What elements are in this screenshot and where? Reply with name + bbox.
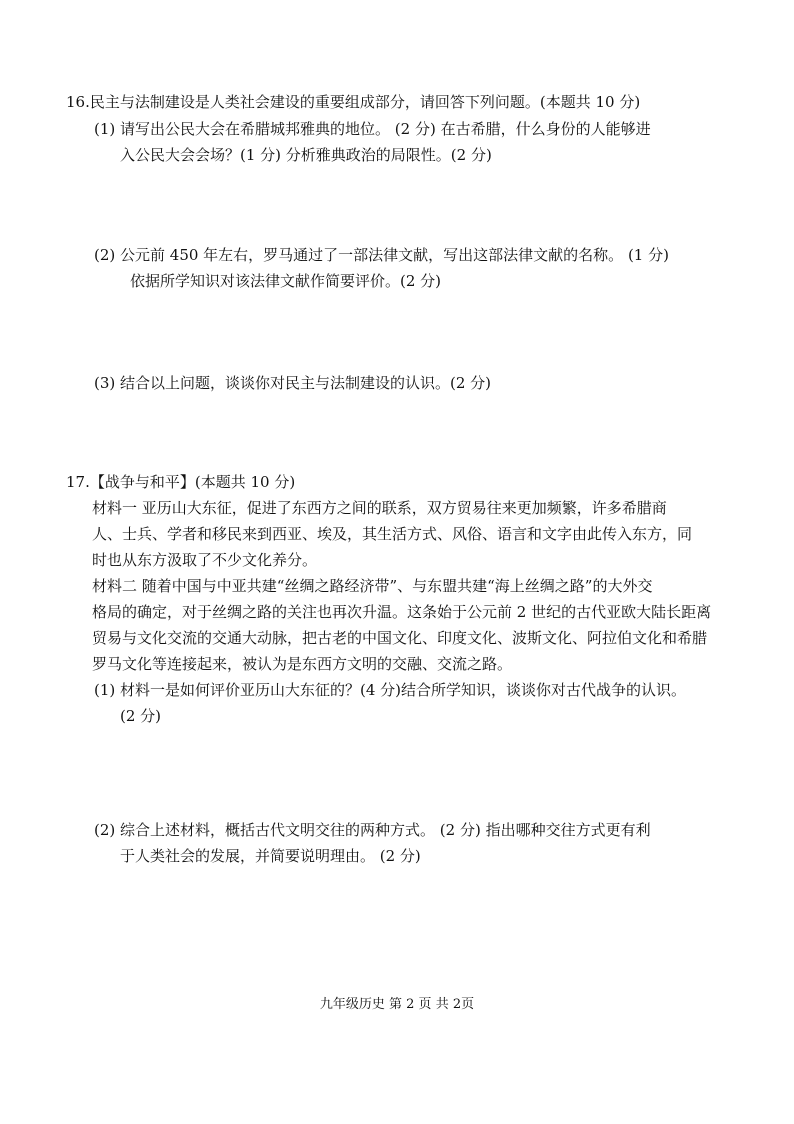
question-16-stem: 16.民主与法制建设是人类社会建设的重要组成部分，请回答下列问题。(本题共 10 分) [66,93,641,111]
question-16-part-2-line-2: 依据所学知识对该法律文献作简要评价。(2 分) [130,272,442,290]
question-16-part-1-line-1: (1) 请写出公民大会在希腊城邦雅典的地位。 (2 分) 在古希腊，什么身份的人能够进 [94,120,651,138]
material-1-line-3: 时也从东方汲取了不少文化养分。 [92,551,318,569]
question-17-part-2-line-1: (2) 综合上述材料，概括古代文明交往的两种方式。 (2 分) 指出哪种交往方式更有利 [94,821,651,839]
page-footer: 九年级历史 第 2 页 共 2页 [319,997,475,1012]
material-2-line-3: 贸易与文化交流的交通大动脉，把古老的中国文化、印度文化、波斯文化、阿拉伯文化和希腊 [92,629,708,647]
question-17-part-2-line-2: 于人类社会的发展，并简要说明理由。 (2 分) [120,847,421,865]
question-16-part-2-line-1: (2) 公元前 450 年左右，罗马通过了一部法律文献，写出这部法律文献的名称。 (1 分) [94,246,669,264]
question-17-part-1-line-1: (1) 材料一是如何评价亚历山大东征的？(4 分)结合所学知识，谈谈你对古代战争的认识。 [94,681,687,699]
material-1-line-1: 材料一 亚历山大东征，促进了东西方之间的联系，双方贸易往来更加频繁，许多希腊商 [92,499,667,517]
material-1-line-2: 人、士兵、学者和移民来到西亚、埃及，其生活方式、风俗、语言和文字由此传入东方，同 [92,525,693,543]
question-16-part-3-line-1: (3) 结合以上问题，谈谈你对民主与法制建设的认识。(2 分) [94,374,492,392]
question-17-part-1-line-2: (2 分) [120,707,162,725]
material-2-line-4: 罗马文化等连接起来，被认为是东西方文明的交融、交流之路。 [92,655,513,673]
question-17-stem: 17.【战争与和平】(本题共 10 分) [66,473,296,491]
question-16-part-1-line-2: 入公民大会会场？(1 分) 分析雅典政治的局限性。(2 分) [120,146,492,164]
material-2-line-2: 格局的确定，对于丝绸之路的关注也再次升温。这条始于公元前 2 世纪的古代亚欧大陆长距离 [92,603,712,621]
material-2-line-1: 材料二 随着中国与中亚共建“丝绸之路经济带”、与东盟共建“海上丝绸之路”的大外交 [92,577,653,595]
